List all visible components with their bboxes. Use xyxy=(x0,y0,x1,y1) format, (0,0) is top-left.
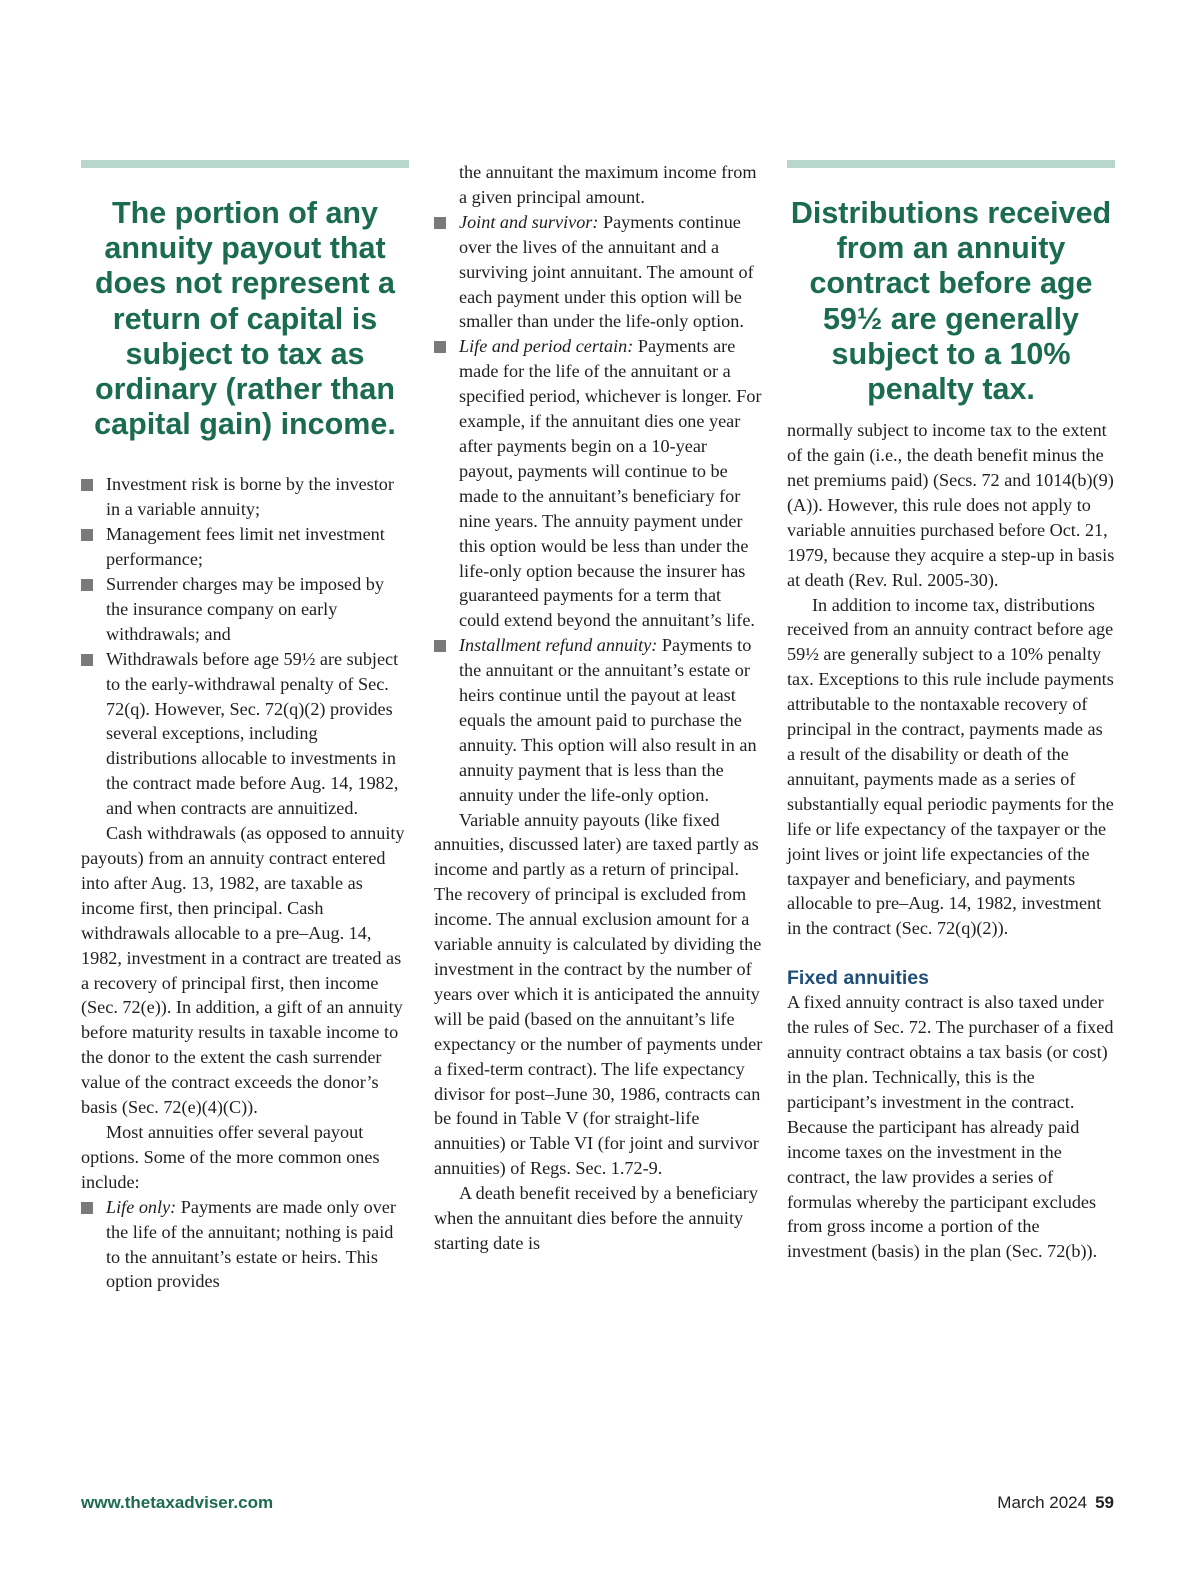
payout-options-list xyxy=(434,210,764,808)
option-name: Installment refund annuity: xyxy=(459,635,658,656)
continued-paragraph: normally subject to income tax to the extent of the gain (i.e., the death benefit minus the net premiums paid) (Secs. 72 and 1014(b)(9)(A)). However, this rule does not apply to variable annuities purchased before Oct. 21, 1979, because they acquire a step-up in basis at death (Rev. Rul. 2005-30). xyxy=(787,420,1115,590)
footer-issue xyxy=(997,1493,1114,1513)
pullquote-rule xyxy=(81,160,409,168)
list-item: Management fees limit net investment performance; xyxy=(81,522,409,572)
list-item xyxy=(434,633,764,807)
pullquote: The portion of any annuity payout that does not represent a return of capital is subject to tax as ordinary (rather than capital gain) income. xyxy=(94,196,396,442)
option-name: Life only: xyxy=(106,1196,177,1217)
body-paragraph: A death benefit received by a beneficiary when the annuitant dies before the annuity starting date is xyxy=(434,1183,758,1253)
list-item xyxy=(81,1195,409,1295)
issue-date: March 2024 xyxy=(997,1493,1088,1512)
continued-paragraph: the annuitant the maximum income from a given principal amount. xyxy=(459,162,757,207)
option-text: Payments continue over the lives of the annuitant and a surviving joint annuitant. The amount of each payment under this option will be smaller than under the life-only option. xyxy=(459,211,754,332)
option-name: Life and period certain: xyxy=(459,336,634,357)
pullquote-rule xyxy=(787,160,1115,168)
section-heading: Fixed annuities xyxy=(787,967,929,990)
option-text: Payments are made for the life of the annuitant or a specified period, whichever is longer. For example, if the annuitant dies one year after payments begin on a 10-year payout, payments will continue to be made to the annuitant’s beneficiary for nine years. The annuity payment under this option would be less than under the life-only option because the insurer has guaranteed payments for a term that could extend beyond the annuitant’s life. xyxy=(459,336,762,631)
body-paragraph: A fixed annuity contract is also taxed under the rules of Sec. 72. The purchaser of a fixed annuity contract obtains a tax basis (or cost) in the plan. Technically, this is the participant’s investment in the contract. Because the participant has already paid income taxes on the investment in the contract, the law provides a series of formulas whereby the participant excludes from gross income a portion of the investment (basis) in the plan (Sec. 72(b)). xyxy=(787,992,1114,1262)
list-item xyxy=(434,210,764,335)
website-link[interactable]: www.thetaxadviser.com xyxy=(81,1493,274,1512)
payout-options-list xyxy=(81,1195,409,1295)
list-item: Surrender charges may be imposed by the insurance company on early withdrawals; and xyxy=(81,572,409,647)
column-3 xyxy=(787,160,1115,1264)
list-item: Investment risk is borne by the investor in a variable annuity; xyxy=(81,472,409,522)
option-text: Payments to the annuitant or the annuitant’s estate or heirs continue until the payout at least equals the amount paid to purchase the annuity. This option will also result in an annuity payment that is less than the annuity under the life-only option. xyxy=(459,635,757,805)
body-paragraph: Most annuities offer several payout options. Some of the more common ones include: xyxy=(81,1121,380,1192)
option-name: Joint and survivor: xyxy=(459,211,599,232)
list-item: Withdrawals before age 59½ are subject to the early-withdrawal penalty of Sec. 72(q). However, Sec. 72(q)(2) provides several exceptions, including distributions allocable to investments in the contract made before Aug. 14, 1982, and when contracts are annuitized. xyxy=(81,647,409,821)
page-number: 59 xyxy=(1095,1493,1114,1512)
body-paragraph: In addition to income tax, distributions received from an annuity contract before age 59½ are generally subject to a 10% penalty tax. Exceptions to this rule include payments attributable to the nontaxable recovery of principal in the contract, payments made as a result of the disability or death of the annuitant, payments made as a series of substantially equal periodic payments for the life or life expectancy of the taxpayer or the joint lives or joint life expectancies of the taxpayer and beneficiary, and payments allocable to pre–Aug. 14, 1982, investment in the contract (Sec. 72(q)(2)). xyxy=(787,594,1114,939)
option-text: Payments are made only over the life of the annuitant; nothing is paid to the annuitant’s estate or heirs. This option provides xyxy=(106,1196,396,1292)
body-paragraph: Cash withdrawals (as opposed to annuity payouts) from an annuity contract entered into after Aug. 13, 1982, are taxable as income first, then principal. Cash withdrawals allocable to a pre–Aug. 14, 1982, investment in a contract are treated as a recovery of principal first, then income (Sec. 72(e)). In addition, a gift of an annuity before maturity results in taxable income to the donor to the extent the cash surrender value of the contract exceeds the donor’s basis (Sec. 72(e)(4)(C)). xyxy=(81,823,405,1118)
body-paragraph: Variable annuity payouts (like fixed annuities, discussed later) are taxed partly as income and partly as a return of principal. The recovery of principal is excluded from income. The annual exclusion amount for a variable annuity is calculated by dividing the investment in the contract by the number of years over which it is anticipated the annuity will be paid (based on the annuitant’s life expectancy or the number of payments under a fixed-term contract). The life expectancy divisor for post–June 30, 1986, contracts can be found in Table V (for straight-life annuities) or Table VI (for joint and survivor annuities) of Regs. Sec. 1.72-9. xyxy=(434,809,763,1179)
column-1 xyxy=(81,160,409,1294)
pullquote: Distributions received from an annuity contract before age 59½ are generally subject to a 10% penalty tax. xyxy=(790,196,1112,407)
list-item xyxy=(434,334,764,633)
bullet-list xyxy=(81,472,409,821)
column-2 xyxy=(434,160,764,1256)
